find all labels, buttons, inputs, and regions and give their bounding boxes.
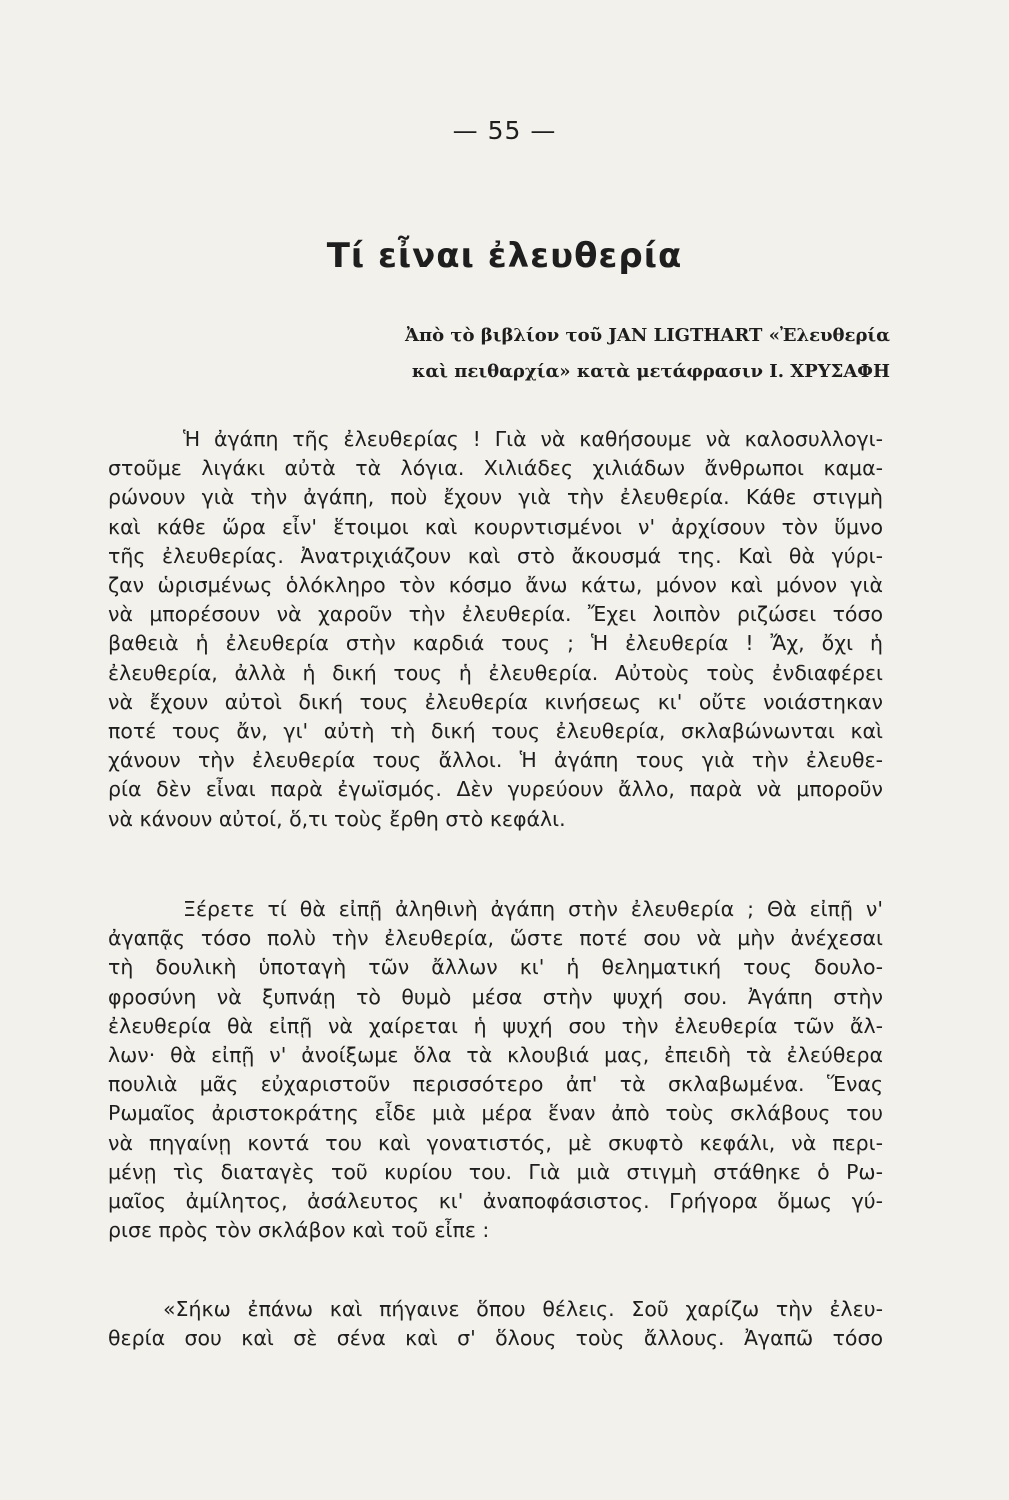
source-attribution [0, 318, 890, 390]
text-line: ποτέ τους ἄν, γι' αὐτὴ τὴ δική τους ἐλευθερία, σκλαβώνωνται καὶ [108, 719, 883, 744]
text-line: ρισε πρὸς τὸν σκλάβον καὶ τοῦ εἶπε : [108, 1218, 490, 1243]
chapter-title: Τί εἶναι ἐλευθερία [326, 236, 683, 276]
text-line: θερία σου καὶ σὲ σένα καὶ σ' ὅλους τοὺς ἄλλους. Ἀγαπῶ τόσο [108, 1326, 883, 1351]
source-line: Ἀπὸ τὸ βιβλίον τοῦ JAN LIGTHART «Ἐλευθερία [405, 325, 890, 346]
text-line: ἐλευθερία, ἀλλὰ ἡ δική τους ἡ ἐλευθερία. Αὐτοὺς τοὺς ἐνδιαφέρει [108, 660, 883, 685]
text-line: νὰ κάνουν αὐτοί, ὅ,τι τοὺς ἔρθη στὸ κεφάλι. [108, 806, 566, 831]
text-line: φροσύνη νὰ ξυπνάῃ τὸ θυμὸ μέσα στὴν ψυχή σου. Ἀγάπη στὴν [108, 984, 883, 1009]
text-line: νὰ ἔχουν αὐτοὶ δική τους ἐλευθερία κινήσεως κι' οὔτε νοιάστηκαν [108, 689, 883, 714]
text-line: μαῖος ἀμίλητος, ἀσάλευτος κι' ἀναποφάσιστος. Γρήγορα ὅμως γύ- [108, 1189, 883, 1214]
text-line: πουλιὰ μᾶς εὐχαριστοῦν περισσότερο ἀπ' τὰ σκλαβωμένα. Ἕνας [108, 1072, 883, 1097]
text-line: ρώνουν γιὰ τὴν ἀγάπη, ποὺ ἔχουν γιὰ τὴν ἐλευθερία. Κάθε στιγμὴ [108, 485, 883, 510]
paragraph-1 [108, 425, 883, 834]
text-line: «Σήκω ἐπάνω καὶ πήγαινε ὅπου θέλεις. Σοῦ χαρίζω τὴν ἐλευ- [163, 1297, 883, 1321]
text-line: καὶ κάθε ὥρα εἶν' ἕτοιμοι καὶ κουρντισμένοι ν' ἀρχίσουν τὸν ὕμνο [108, 514, 883, 539]
text-line: στοῦμε λιγάκι αὐτὰ τὰ λόγια. Χιλιάδες χιλιάδων ἄνθρωποι καμα- [108, 456, 883, 481]
text-line: λων· θὰ εἰπῇ ν' ἀνοίξωμε ὅλα τὰ κλουβιά μας, ἐπειδὴ τὰ ἐλεύθερα [108, 1043, 883, 1068]
paragraph-2 [108, 895, 883, 1245]
text-line: Ρωμαῖος ἀριστοκράτης εἶδε μιὰ μέρα ἕναν ἀπὸ τοὺς σκλάβους του [108, 1101, 883, 1126]
page-number: — 55 — [452, 116, 557, 145]
text-line: ἐλευθερία θὰ εἰπῇ νὰ χαίρεται ἡ ψυχή σου τὴν ἐλευθερία τῶν ἄλ- [108, 1013, 883, 1038]
text-line: μένῃ τὶς διαταγὲς τοῦ κυρίου του. Γιὰ μιὰ στιγμὴ στάθηκε ὁ Ρω- [108, 1159, 883, 1184]
text-line: χάνουν τὴν ἐλευθερία τους ἄλλοι. Ἡ ἀγάπη τους γιὰ τὴν ἐλευθε- [108, 748, 883, 773]
text-line: νὰ μπορέσουν νὰ χαροῦν τὴν ἐλευθερία. Ἔχει λοιπὸν ριζώσει τόσο [108, 602, 883, 627]
text-line: ρία δὲν εἶναι παρὰ ἐγωϊσμός. Δὲν γυρεύουν ἄλλο, παρὰ νὰ μποροῦν [108, 777, 883, 802]
text-line: νὰ πηγαίνῃ κοντά του καὶ γονατιστός, μὲ σκυφτὸ κεφάλι, νὰ περι- [108, 1130, 883, 1155]
text-line: ζαν ὡρισμένως ὁλόκληρο τὸν κόσμο ἄνω κάτω, μόνον καὶ μόνον γιὰ [108, 573, 883, 598]
text-line: τῆς ἐλευθερίας. Ἀνατριχιάζουν καὶ στὸ ἄκουσμά της. Καὶ θὰ γύρι- [108, 543, 883, 568]
text-line: βαθειὰ ἡ ἐλευθερία στὴν καρδιά τους ; Ἡ ἐλευθερία ! Ἄχ, ὄχι ἡ [108, 631, 883, 656]
paragraph-3 [108, 1295, 883, 1353]
text-line: Ἡ ἀγάπη τῆς ἐλευθερίας ! Γιὰ νὰ καθήσουμε νὰ καλοσυλλογι- [183, 427, 883, 451]
source-line: καὶ πειθαρχία» κατὰ μετάφρασιν Ι. ΧΡΥΣΑΦΗ [411, 361, 890, 382]
text-line: Ξέρετε τί θὰ εἰπῇ ἀληθινὴ ἀγάπη στὴν ἐλευθερία ; Θὰ εἰπῇ ν' [183, 897, 883, 921]
text-line: ἀγαπᾷς τόσο πολὺ τὴν ἐλευθερία, ὥστε ποτέ σου νὰ μὴν ἀνέχεσαι [108, 926, 883, 951]
text-line: τὴ δουλικὴ ὑποταγὴ τῶν ἄλλων κι' ἡ θεληματική τους δουλο- [108, 955, 883, 980]
